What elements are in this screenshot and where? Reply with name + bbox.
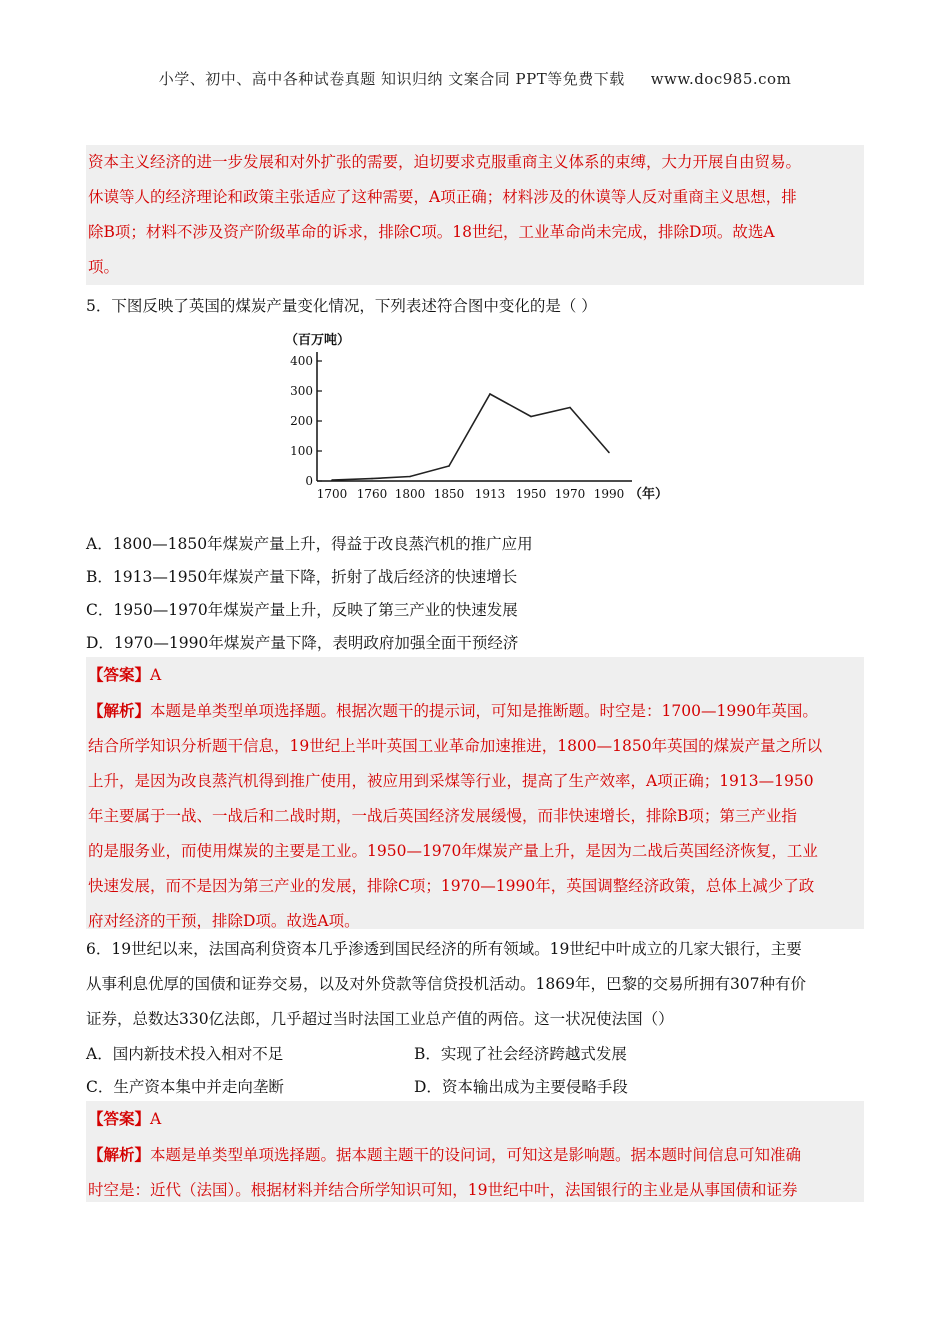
x-tick-label: 1913 (474, 487, 506, 501)
y-tick-label: 300 (290, 384, 313, 398)
q6-option-b[interactable]: B．实现了社会经济跨越式发展 (414, 1045, 627, 1063)
x-tick-label: 1700 (316, 487, 348, 501)
q5-analysis-line (88, 693, 864, 729)
header-text: 小学、初中、高中各种试卷真题 知识归纳 文案合同 PPT等免费下载 (158, 70, 625, 88)
header-url[interactable]: www.doc985.com (650, 70, 792, 88)
data-point (331, 479, 333, 481)
q6-option-c[interactable]: C．生产资本集中并走向垄断 (86, 1078, 284, 1096)
y-tick-label: 100 (290, 444, 313, 458)
x-tick-label: 1990 (593, 487, 625, 501)
answer-label: 【答案】 (88, 1109, 151, 1128)
x-tick-label: 1800 (394, 487, 426, 501)
x-tick-label: 1950 (515, 487, 547, 501)
q6-analysis-line: 时空是：近代（法国）。根据材料并结合所学知识可知，19世纪中叶，法国银行的主业是从事国债和证券 (88, 1181, 798, 1199)
q6-stem-line: 从事利息优厚的国债和证券交易，以及对外贷款等信贷投机活动。1869年，巴黎的交易所拥有307种有价 (86, 975, 807, 993)
answer-label: 【答案】 (88, 665, 151, 684)
q6-stem (86, 932, 864, 1037)
q5-analysis-line: 年主要属于一战、一战后和二战时期，一战后英国经济发展缓慢，而非快速增长，排除B项；第三产业指 (88, 807, 797, 825)
analysis-text: 本题是单类型单项选择题。根据次题干的提示词，可知是推断题。时空是：1700—1990年英国。 (150, 702, 818, 720)
data-point (569, 407, 571, 409)
chart-xlabel: （年） (629, 487, 669, 502)
data-point (489, 393, 491, 395)
prev-analysis-line: 项。 (88, 258, 120, 276)
prev-analysis-line: 除B项；材料不涉及资产阶级革命的诉求，排除C项。18世纪，工业革命尚未完成，排除D项。故选A (88, 223, 775, 241)
data-point (371, 478, 373, 480)
y-tick-label: 200 (290, 414, 313, 428)
q5-analysis-line: 结合所学知识分析题干信息，19世纪上半叶英国工业革命加速推进，1800—1850年英国的煤炭产量之所以 (88, 737, 823, 755)
analysis-text: 本题是单类型单项选择题。据本题主题干的设问词，可知这是影响题。据本题时间信息可知准确 (150, 1146, 802, 1164)
q5-answer-block (86, 657, 864, 929)
q6-answer-block (86, 1101, 864, 1202)
q5-analysis-line: 快速发展，而不是因为第三产业的发展，排除C项；1970—1990年，英国调整经济政策，总体上减少了政 (88, 877, 815, 895)
coal-series-line (332, 394, 609, 480)
q5-analysis-line: 的是服务业，而使用煤炭的主要是工业。1950—1970年煤炭产量上升，是因为二战后英国经济恢复，工业 (88, 842, 818, 860)
data-point (530, 416, 532, 418)
chart-ylabel: （百万吨） (285, 333, 351, 348)
prev-analysis-line: 资本主义经济的进一步发展和对外扩张的需要，迫切要求克服重商主义体系的束缚，大力开展自由贸易。 (88, 153, 802, 171)
q5-option-c[interactable]: C．1950—1970年煤炭产量上升，反映了第三产业的快速发展 (86, 601, 518, 619)
q6-analysis-line (88, 1137, 864, 1173)
q6-stem-line: 6．19世纪以来，法国高利贷资本几乎渗透到国民经济的所有领域。19世纪中叶成立的几家大银行，主要 (86, 940, 802, 958)
analysis-label: 【解析】 (88, 701, 151, 720)
q5-option-b[interactable]: B．1913—1950年煤炭产量下降，折射了战后经济的快速增长 (86, 568, 518, 586)
q5-analysis-line: 上升，是因为改良蒸汽机得到推广使用，被应用到采煤等行业，提高了生产效率，A项正确；1913—1950 (88, 772, 814, 790)
analysis-label: 【解析】 (88, 1145, 151, 1164)
q5-option-d[interactable]: D．1970—1990年煤炭产量下降，表明政府加强全面干预经济 (86, 634, 519, 652)
q5-stem: 5．下图反映了英国的煤炭产量变化情况，下列表述符合图中变化的是（ ） (86, 297, 597, 315)
x-tick-label: 1850 (433, 487, 465, 501)
answer-value: A (150, 1110, 162, 1128)
q5-option-a[interactable]: A．1800—1850年煤炭产量上升，得益于改良蒸汽机的推广应用 (86, 535, 533, 553)
page-header (0, 68, 950, 89)
q6-option-a[interactable]: A．国内新技术投入相对不足 (86, 1045, 284, 1063)
q5-analysis-line: 府对经济的干预，排除D项。故选A项。 (88, 912, 360, 930)
coal-production-chart (280, 322, 680, 512)
answer-value: A (150, 666, 162, 684)
q6-answer-line (88, 1101, 864, 1137)
q6-option-d[interactable]: D．资本输出成为主要侵略手段 (414, 1078, 628, 1096)
prev-analysis-line: 休谟等人的经济理论和政策主张适应了这种需要，A项正确；材料涉及的休谟等人反对重商主义思想，排 (88, 188, 797, 206)
data-point (608, 452, 610, 454)
x-tick-label: 1970 (554, 487, 586, 501)
q6-stem-line: 证券，总数达330亿法郎，几乎超过当时法国工业总产值的两倍。这一状况使法国（） (86, 1010, 674, 1028)
y-tick-label: 400 (290, 354, 313, 368)
y-tick-label: 0 (305, 474, 313, 488)
data-point (409, 476, 411, 478)
data-point (448, 465, 450, 467)
prev-analysis-block (86, 145, 864, 285)
x-tick-label: 1760 (356, 487, 388, 501)
q5-answer-line (88, 657, 864, 693)
